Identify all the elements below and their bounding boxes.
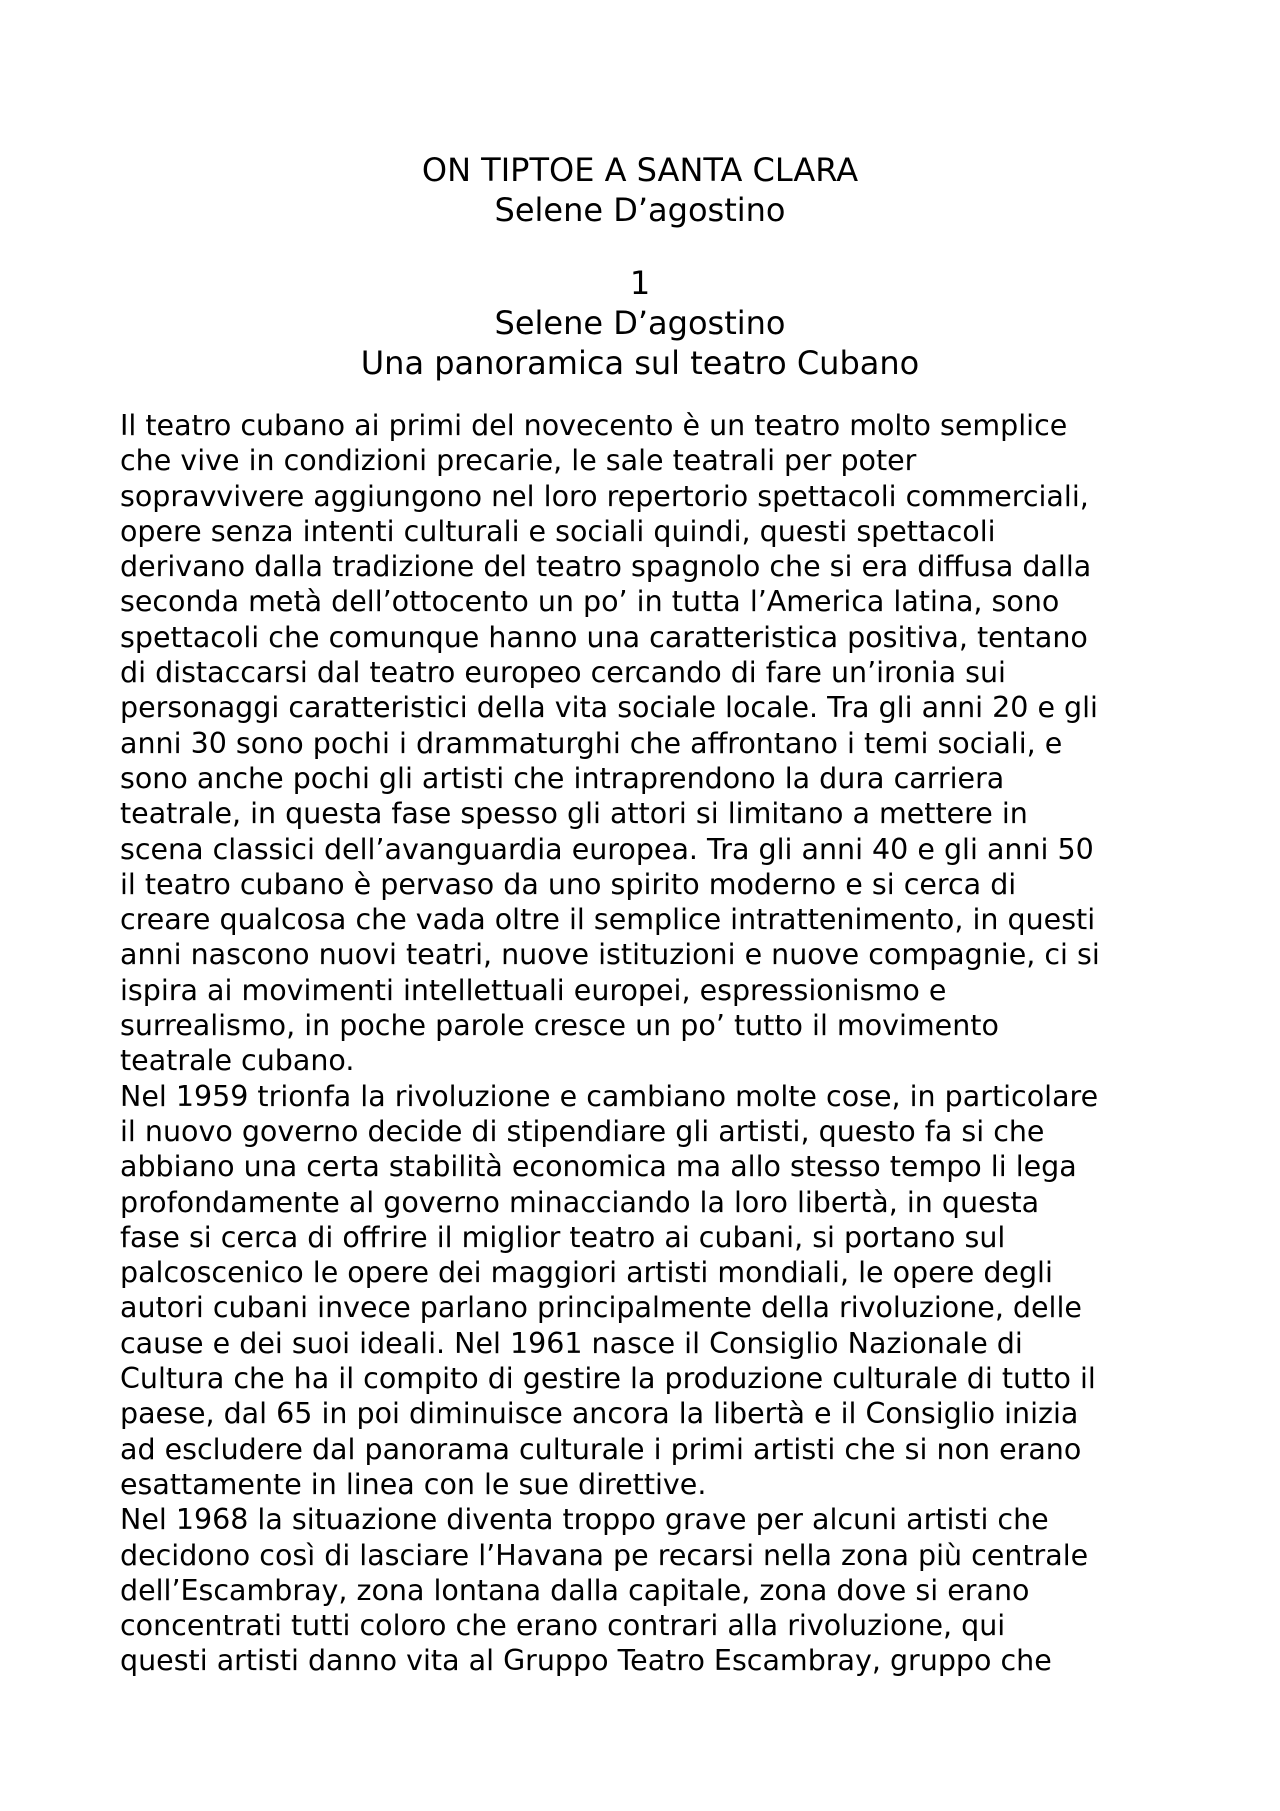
body-line: questi artisti danno vita al Gruppo Teatro Escambray, gruppo che <box>120 1644 1052 1678</box>
body-line: il teatro cubano è pervaso da uno spirito moderno e si cerca di <box>120 867 1017 901</box>
body-line: cause e dei suoi ideali. Nel 1961 nasce il Consiglio Nazionale di <box>120 1326 1023 1360</box>
body-line: anni nascono nuovi teatri, nuove istituzioni e nuove compagnie, ci si <box>120 938 1100 972</box>
body-line: personaggi caratteristici della vita sociale locale. Tra gli anni 20 e gli <box>120 691 1098 725</box>
chapter-title: Una panoramica sul teatro Cubano <box>360 344 920 382</box>
body-line: paese, dal 65 in poi diminuisce ancora la libertà e il Consiglio inizia <box>120 1397 1079 1431</box>
chapter-author: Selene D’agostino <box>494 304 786 342</box>
body-line: Nel 1959 trionfa la rivoluzione e cambiano molte cose, in particolare <box>120 1079 1099 1113</box>
body-line: ad escludere dal panorama culturale i primi artisti che si non erano <box>120 1432 1082 1466</box>
body-line: spettacoli che comunque hanno una caratteristica positiva, tentano <box>120 620 1088 654</box>
body-line: sono anche pochi gli artisti che intraprendono la dura carriera <box>120 761 1005 795</box>
body-line: seconda metà dell’ottocento un po’ in tutta l’America latina, sono <box>120 585 1060 619</box>
body-line: palcoscenico le opere dei maggiori artisti mondiali, le opere degli <box>120 1256 1053 1290</box>
document-author: Selene D’agostino <box>494 191 786 229</box>
body-line: ispira ai movimenti intellettuali europei, espressionismo e <box>120 973 947 1007</box>
chapter-heading <box>0 263 1280 383</box>
body-line: concentrati tutti coloro che erano contrari alla rivoluzione, qui <box>120 1609 1006 1643</box>
document-title: ON TIPTOE A SANTA CLARA <box>421 151 859 189</box>
chapter-number: 1 <box>629 264 651 302</box>
body-line: autori cubani invece parlano principalmente della rivoluzione, delle <box>120 1291 1082 1325</box>
body-line: scena classici dell’avanguardia europea. Tra gli anni 40 e gli anni 50 <box>120 832 1094 866</box>
body-line: sopravvivere aggiungono nel loro repertorio spettacoli commerciali, <box>120 479 1089 513</box>
body-line: derivano dalla tradizione del teatro spagnolo che si era diffusa dalla <box>120 550 1092 584</box>
body-line: di distaccarsi dal teatro europeo cercando di fare un’ironia sui <box>120 656 1006 690</box>
body-line: dell’Escambray, zona lontana dalla capitale, zona dove si erano <box>120 1573 1030 1607</box>
body-line: il nuovo governo decide di stipendiare gli artisti, questo fa si che <box>120 1114 1045 1148</box>
body-line: che vive in condizioni precarie, le sale teatrali per poter <box>120 444 917 478</box>
body-line: Nel 1968 la situazione diventa troppo grave per alcuni artisti che <box>120 1503 1049 1537</box>
body-line: fase si cerca di offrire il miglior teatro ai cubani, si portano sul <box>120 1220 1006 1254</box>
body-line: Cultura che ha il compito di gestire la produzione culturale di tutto il <box>120 1362 1096 1396</box>
body-text <box>120 408 1180 1679</box>
body-line: surrealismo, in poche parole cresce un po’ tutto il movimento <box>120 1009 999 1043</box>
body-line: opere senza intenti culturali e sociali quindi, questi spettacoli <box>120 514 996 548</box>
body-line: profondamente al governo minacciando la loro libertà, in questa <box>120 1185 1040 1219</box>
body-line: teatrale cubano. <box>120 1044 355 1078</box>
body-line: decidono così di lasciare l’Havana pe recarsi nella zona più centrale <box>120 1538 1089 1572</box>
body-line: teatrale, in questa fase spesso gli attori si limitano a mettere in <box>120 797 1028 831</box>
body-line: anni 30 sono pochi i drammaturghi che affrontano i temi sociali, e <box>120 726 1063 760</box>
title-block <box>0 150 1280 230</box>
body-line: esattamente in linea con le sue direttive. <box>120 1467 707 1501</box>
body-line: creare qualcosa che vada oltre il semplice intrattenimento, in questi <box>120 903 1096 937</box>
body-line: abbiano una certa stabilità economica ma allo stesso tempo li lega <box>120 1150 1077 1184</box>
body-line: Il teatro cubano ai primi del novecento è un teatro molto semplice <box>120 409 1068 442</box>
